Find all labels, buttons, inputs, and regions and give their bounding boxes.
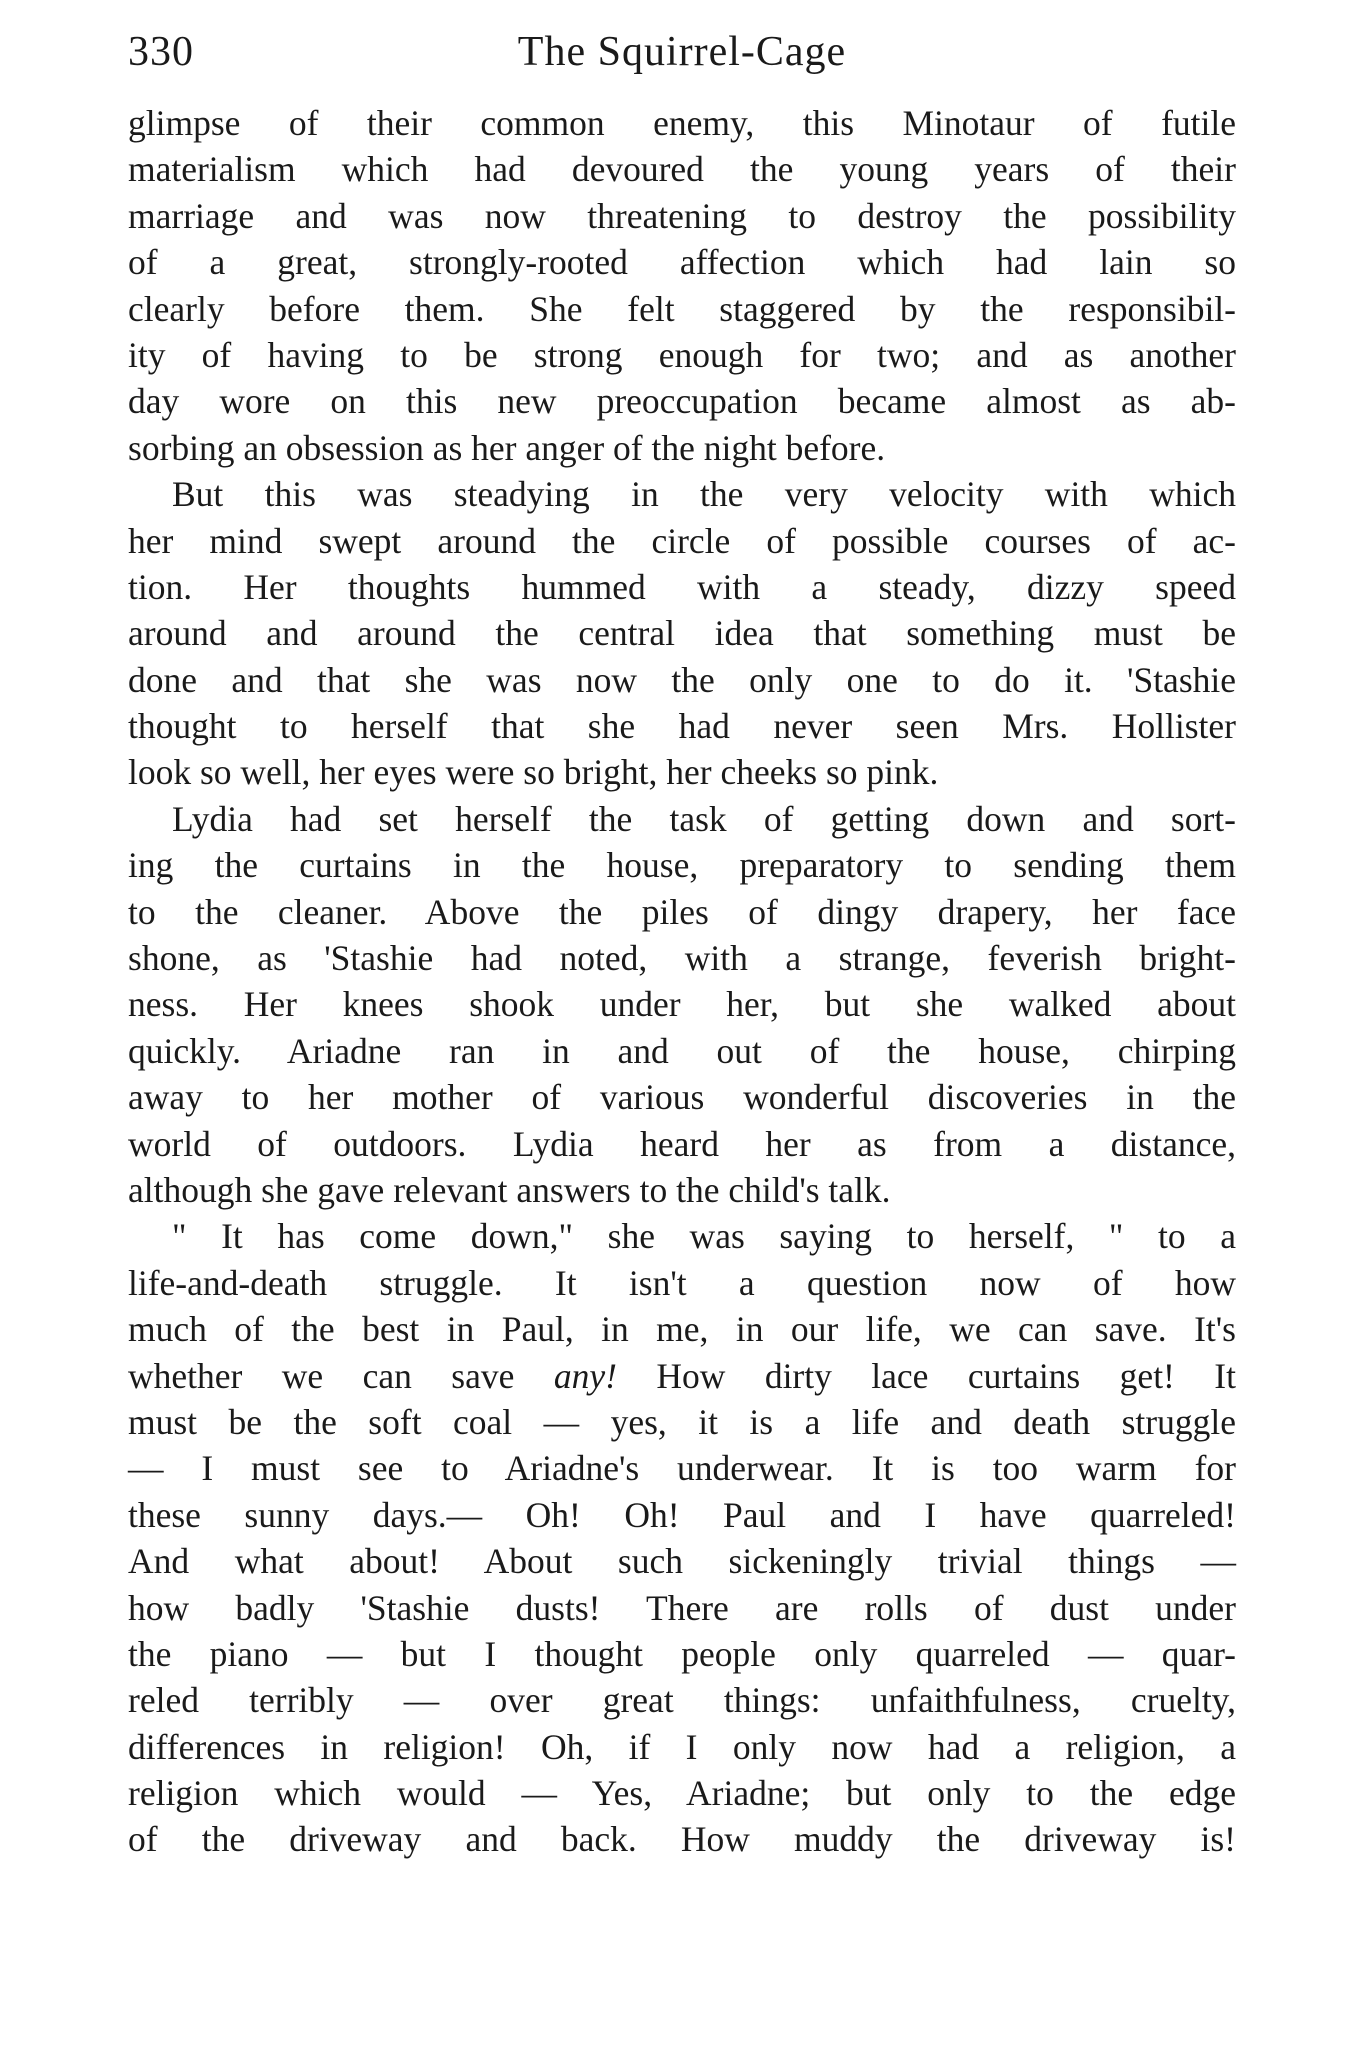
text-line: And what about! About such sickeningly trivial things — [128,1541,1236,1582]
text-line: materialism which had devoured the young years of their [128,149,1236,190]
text-line: whether we can save any! How dirty lace curtains get! It [128,1355,1236,1396]
text-line: Lydia had set herself the task of getting down and sort- [172,798,1236,839]
text-line: tion. Her thoughts hummed with a steady, dizzy speed [128,566,1236,607]
text-line: — I must see to Ariadne's underwear. It is too warm for [128,1448,1236,1489]
text-line: the piano — but I thought people only quarreled — quar- [128,1633,1236,1674]
text-line: to the cleaner. Above the piles of dingy drapery, her face [128,891,1236,932]
running-head [128,28,1236,88]
text-line: world of outdoors. Lydia heard her as from a distance, [128,1123,1236,1164]
text-line: glimpse of their common enemy, this Minotaur of futile [128,103,1236,143]
text-line: of the driveway and back. How muddy the driveway is! [128,1819,1236,1860]
text-line: But this was steadying in the very velocity with which [172,474,1236,515]
text-line: must be the soft coal — yes, it is a life and death struggle [128,1401,1236,1442]
text-line: " It has come down," she was saying to herself, " to a [172,1216,1236,1257]
text-line: religion which would — Yes, Ariadne; but only to the edge [128,1773,1236,1814]
text-line: done and that she was now the only one to do it. 'Stashie [128,659,1236,700]
text-line: ity of having to be strong enough for two; and as another [128,334,1236,375]
text-line: marriage and was now threatening to destroy the possibility [128,195,1236,236]
text-line: thought to herself that she had never seen Mrs. Hollister [128,706,1236,747]
text-line: ness. Her knees shook under her, but she walked about [128,984,1236,1025]
text-line: away to her mother of various wonderful discoveries in the [128,1077,1236,1118]
text-line: shone, as 'Stashie had noted, with a strange, feverish bright- [128,938,1236,979]
text-line: look so well, her eyes were so bright, her cheeks so pink. [128,752,939,793]
running-title: The Squirrel-Cage [517,29,847,75]
text-line: day wore on this new preoccupation became almost as ab- [128,381,1236,422]
text-line: how badly 'Stashie dusts! There are rolls of dust under [128,1587,1236,1628]
text-line: of a great, strongly-rooted affection which had lain so [128,242,1236,283]
emphasis: any! [553,1355,617,1396]
text-line: sorbing an obsession as her anger of the night before. [128,427,886,468]
text-line: differences in religion! Oh, if I only now had a religion, a [128,1726,1236,1767]
text-line: life-and-death struggle. It isn't a question now of how [128,1262,1236,1303]
text-line: quickly. Ariadne ran in and out of the house, chirping [128,1030,1236,1071]
text-line: clearly before them. She felt staggered by the responsibil- [128,288,1236,329]
text-line: ing the curtains in the house, preparatory to sending them [128,845,1236,886]
text-line: around and around the central idea that something must be [128,613,1236,654]
body-text [128,100,1236,1863]
text-line: although she gave relevant answers to the child's talk. [128,1169,891,1210]
text-line: these sunny days.— Oh! Oh! Paul and I have quarreled! [128,1494,1236,1535]
text-line: much of the best in Paul, in me, in our life, we can save. It's [128,1309,1236,1350]
text-line: her mind swept around the circle of possible courses of ac- [128,520,1236,561]
page-number: 330 [128,29,194,75]
text-line: reled terribly — over great things: unfaithfulness, cruelty, [128,1680,1236,1721]
